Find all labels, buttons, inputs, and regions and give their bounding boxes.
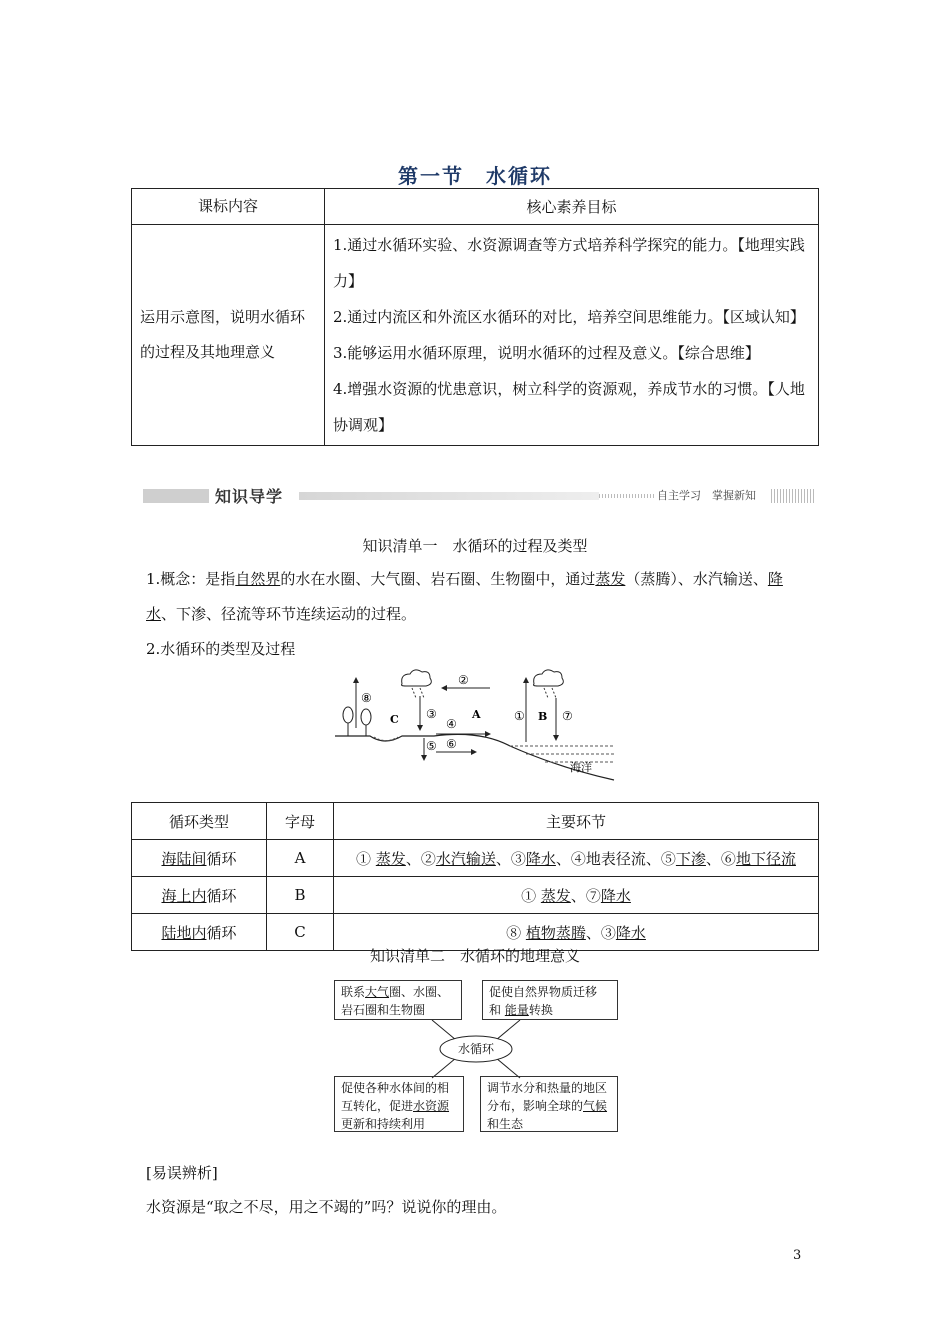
band-decoration [143,489,209,503]
label-c: C [390,713,399,726]
concept-line-2: 水、下渗、径流等环节连续运动的过程。 [146,605,417,623]
concept-line-1: 1.概念：是指自然界的水在水圈、大气圈、岩石圈、生物圈中，通过蒸发（蒸腾）、水汽输送、降 [146,570,783,588]
error-heading: [易误辨析] [146,1164,218,1182]
significance-diagram [332,978,620,1134]
goals-cell [325,225,819,446]
page-title: 第一节 水循环 [398,164,552,188]
marker-7: ⑦ [562,709,573,723]
goal-item: 4.增强水资源的忧患意识，树立科学的资源观，养成节水的习惯。【人地协调观】 [333,380,805,434]
goal-item: 2.通过内流区和外流区水循环的对比，培养空间思维能力。【区域认知】 [333,308,805,326]
header-letter: 字母 [267,803,334,840]
list1-title: 知识清单一 水循环的过程及类型 [362,537,588,555]
section-band [143,486,815,506]
band-decoration [299,492,599,500]
goal-item: 1.通过水循环实验、水资源调查等方式培养科学探究的能力。【地理实践力】 [333,236,805,290]
header-curriculum: 课标内容 [132,189,325,225]
marker-4: ④ [446,717,457,731]
header-stages: 主要环节 [334,803,819,840]
label-b: B [538,710,548,723]
question-text: 水资源是“取之不尽，用之不竭的”吗？说说你的理由。 [146,1198,507,1216]
header-goals: 核心素养目标 [325,189,819,225]
section-label: 知识导学 [215,487,284,506]
goal-item: 3.能够运用水循环原理，说明水循环的过程及意义。【综合思维】 [333,344,760,362]
table-row: 海陆间循环 A ① 蒸发、②水汽输送、③降水、④地表径流、⑤下渗、⑥地下径流 [132,840,819,877]
label-a: A [472,708,481,721]
marker-8: ⑧ [361,691,372,705]
section-subtitle: 自主学习 掌握新知 [657,489,756,502]
list2-title: 知识清单二 水循环的地理意义 [369,947,580,965]
types-heading: 2.水循环的类型及过程 [146,640,296,658]
marker-6: ⑥ [446,737,457,751]
marker-2: ② [458,673,469,687]
standards-table [131,188,819,446]
marker-3: ③ [426,707,437,721]
page-number: 3 [793,1248,802,1263]
marker-5: ⑤ [426,739,437,753]
ocean-label: 海洋 [570,761,592,774]
table-row: 海上内循环 B ① 蒸发、⑦降水 [132,877,819,914]
center-label: 水循环 [457,1042,494,1056]
header-type: 循环类型 [132,803,267,840]
significance-box: 调节水分和热量的地区 分布，影响全球的气候 和生态 [480,1076,618,1132]
significance-box: 联系大气圈、水圈、 岩石圈和生物圈 [334,980,462,1020]
table-row: 陆地内循环 C ⑧ 植物蒸腾、③降水 [132,914,819,951]
significance-box: 促使各种水体间的相 互转化，促进水资源 更新和持续利用 [334,1076,464,1132]
band-decoration [599,494,655,498]
marker-1: ① [514,709,525,723]
significance-box: 促使自然界物质迁移 和 能量转换 [482,980,618,1020]
water-cycle-diagram [330,668,620,786]
curriculum-content: 运用示意图，说明水循环的过程及其地理意义 [132,225,325,446]
band-decoration [771,489,815,503]
cycle-types-table [131,802,819,951]
